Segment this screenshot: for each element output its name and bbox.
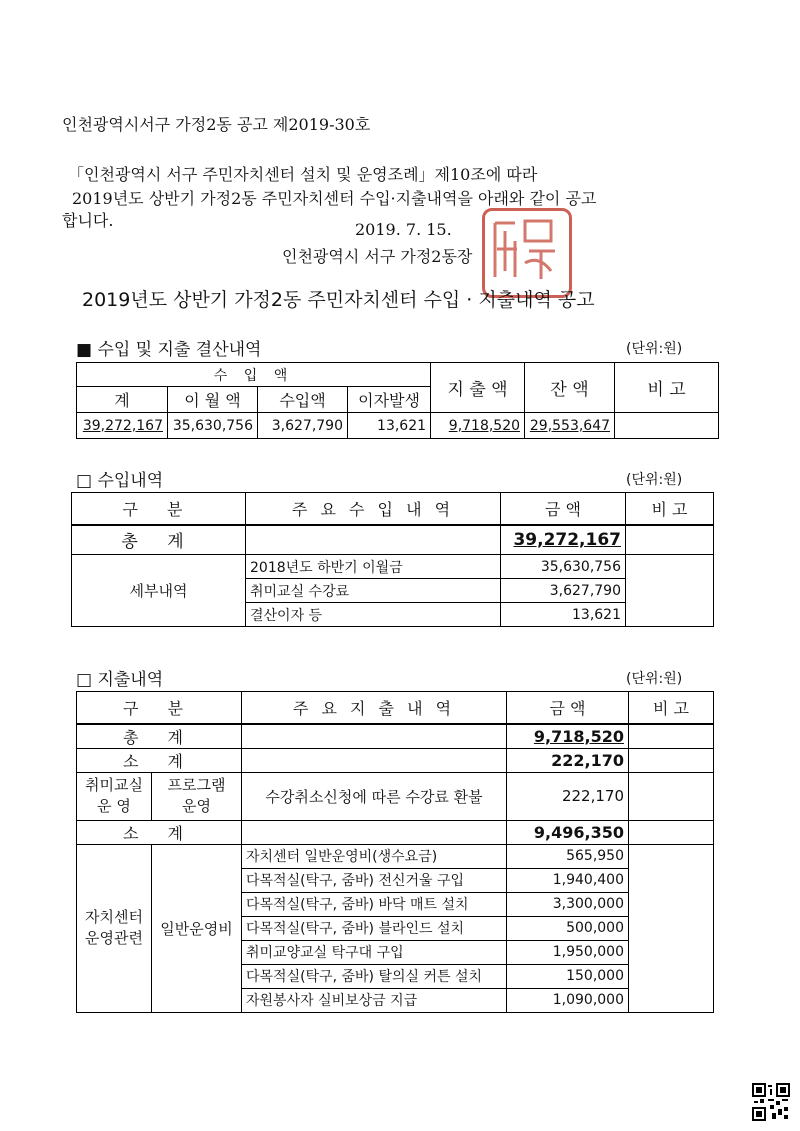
expense-table xyxy=(76,691,714,1013)
header-expense: 지 출 액 xyxy=(431,363,525,413)
expense-item-note xyxy=(629,772,714,820)
expense-h-category: 구 분 xyxy=(77,692,242,724)
expense-item-desc: 다목적실(탁구, 줌바) 전신거울 구입 xyxy=(242,868,507,892)
notice-date: 2019. 7. 15. xyxy=(355,220,452,239)
expense-total-label: 총 계 xyxy=(77,724,242,749)
expense-heading: □ 지출내역 xyxy=(76,670,164,690)
expense-h-detail: 주 요 지 출 내 역 xyxy=(242,692,507,724)
sub-total: 계 xyxy=(77,387,168,413)
income-h-note: 비 고 xyxy=(626,493,714,525)
expense-item-amount: 565,950 xyxy=(507,844,629,868)
expense-subcategory-1 xyxy=(152,772,242,820)
sub-carryover: 이 월 액 xyxy=(168,387,258,413)
income-h-detail: 주 요 수 입 내 역 xyxy=(246,493,501,525)
expense-item-amount: 1,950,000 xyxy=(507,940,629,964)
income-total-note xyxy=(626,525,714,555)
income-table xyxy=(71,492,714,627)
expense-item-amount: 222,170 xyxy=(507,772,629,820)
summary-note xyxy=(615,413,719,439)
expense-subtotal-2-detail xyxy=(242,820,507,844)
expense-subtotal-1-label: 소 계 xyxy=(77,748,242,772)
expense-subtotal-1-detail xyxy=(242,748,507,772)
summary-table xyxy=(76,362,719,439)
income-item-desc: 2018년도 하반기 이월금 xyxy=(246,555,501,579)
sub-interest: 이자발생 xyxy=(348,387,431,413)
qr-code-icon xyxy=(752,1083,790,1121)
expense-item-desc: 수강취소신청에 따른 수강료 환불 xyxy=(242,772,507,820)
summary-carryover: 35,630,756 xyxy=(168,413,258,439)
expense-item-desc: 다목적실(탁구, 줌바) 블라인드 설치 xyxy=(242,916,507,940)
expense-category-2-line-2: 운영관련 xyxy=(85,929,143,947)
expense-subtotal-2-label: 소 계 xyxy=(77,820,242,844)
intro-line-2: 2019년도 상반기 가정2동 주민자치센터 수입·지출내역을 아래와 같이 공고 xyxy=(72,189,597,208)
expense-subtotal-1-note xyxy=(629,748,714,772)
sub-income: 수입액 xyxy=(258,387,348,413)
income-item-amount: 3,627,790 xyxy=(501,579,626,603)
income-total-label: 총 계 xyxy=(72,525,246,555)
expense-subcategory-1-line-2: 운영 xyxy=(182,797,211,815)
expense-subtotal-2-note xyxy=(629,820,714,844)
expense-item-desc: 다목적실(탁구, 줌바) 탈의실 커튼 설치 xyxy=(242,964,507,988)
expense-category-1-line-2: 운 영 xyxy=(97,797,131,815)
document-title: 2019년도 상반기 가정2동 주민자치센터 수입 · 지출내역 공고 xyxy=(82,289,595,311)
expense-item-amount: 1,940,400 xyxy=(507,868,629,892)
expense-item-amount: 150,000 xyxy=(507,964,629,988)
income-item-desc: 취미교실 수강료 xyxy=(246,579,501,603)
summary-balance: 29,553,647 xyxy=(525,413,615,439)
expense-subcategory-1-line-1: 프로그램 xyxy=(167,776,226,794)
expense-category-2 xyxy=(77,844,152,1012)
expense-h-amount: 금 액 xyxy=(507,692,629,724)
issuer-name: 인천광역시 서구 가정2동장 xyxy=(282,247,473,266)
header-balance: 잔 액 xyxy=(525,363,615,413)
expense-items-note xyxy=(629,844,714,1012)
notice-number: 인천광역시서구 가정2동 공고 제2019-30호 xyxy=(62,115,371,134)
income-item-amount: 13,621 xyxy=(501,603,626,627)
summary-heading: ■ 수입 및 지출 결산내역 xyxy=(76,340,262,360)
income-total-detail xyxy=(246,525,501,555)
income-items-note xyxy=(626,555,714,627)
expense-h-note: 비 고 xyxy=(629,692,714,724)
expense-unit: (단위:원) xyxy=(626,671,683,687)
summary-total: 39,272,167 xyxy=(77,413,168,439)
expense-item-amount: 1,090,000 xyxy=(507,988,629,1012)
income-group-label: 세부내역 xyxy=(72,555,246,627)
expense-total-detail xyxy=(242,724,507,749)
summary-unit: (단위:원) xyxy=(626,341,683,357)
expense-item-desc: 취미교양교실 탁구대 구입 xyxy=(242,940,507,964)
expense-total-amount: 9,718,520 xyxy=(507,724,629,749)
expense-item-desc: 자원봉사자 실비보상금 지급 xyxy=(242,988,507,1012)
header-note: 비 고 xyxy=(615,363,719,413)
intro-line-1: 「인천광역시 서구 주민자치센터 설치 및 운영조례」제10조에 따라 xyxy=(68,165,538,184)
summary-income: 3,627,790 xyxy=(258,413,348,439)
income-item-desc: 결산이자 등 xyxy=(246,603,501,627)
expense-category-1 xyxy=(77,772,152,820)
income-h-amount: 금 액 xyxy=(501,493,626,525)
income-total-amount: 39,272,167 xyxy=(501,525,626,555)
expense-total-note xyxy=(629,724,714,749)
header-income: 수 입 액 xyxy=(77,363,431,387)
expense-subtotal-2-amount: 9,496,350 xyxy=(507,820,629,844)
expense-subtotal-1-amount: 222,170 xyxy=(507,748,629,772)
income-item-amount: 35,630,756 xyxy=(501,555,626,579)
expense-item-desc: 다목적실(탁구, 줌바) 바닥 매트 설치 xyxy=(242,892,507,916)
expense-item-desc: 자치센터 일반운영비(생수요금) xyxy=(242,844,507,868)
expense-item-amount: 3,300,000 xyxy=(507,892,629,916)
intro-line-3: 합니다. xyxy=(62,211,114,230)
expense-subcategory-2: 일반운영비 xyxy=(152,844,242,1012)
income-unit: (단위:원) xyxy=(626,472,683,488)
income-heading: □ 수입내역 xyxy=(76,471,164,491)
expense-category-1-line-1: 취미교실 xyxy=(85,776,143,794)
summary-expense: 9,718,520 xyxy=(431,413,525,439)
summary-interest: 13,621 xyxy=(348,413,431,439)
income-h-category: 구 분 xyxy=(72,493,246,525)
expense-category-2-line-1: 자치센터 xyxy=(85,908,143,926)
expense-item-amount: 500,000 xyxy=(507,916,629,940)
